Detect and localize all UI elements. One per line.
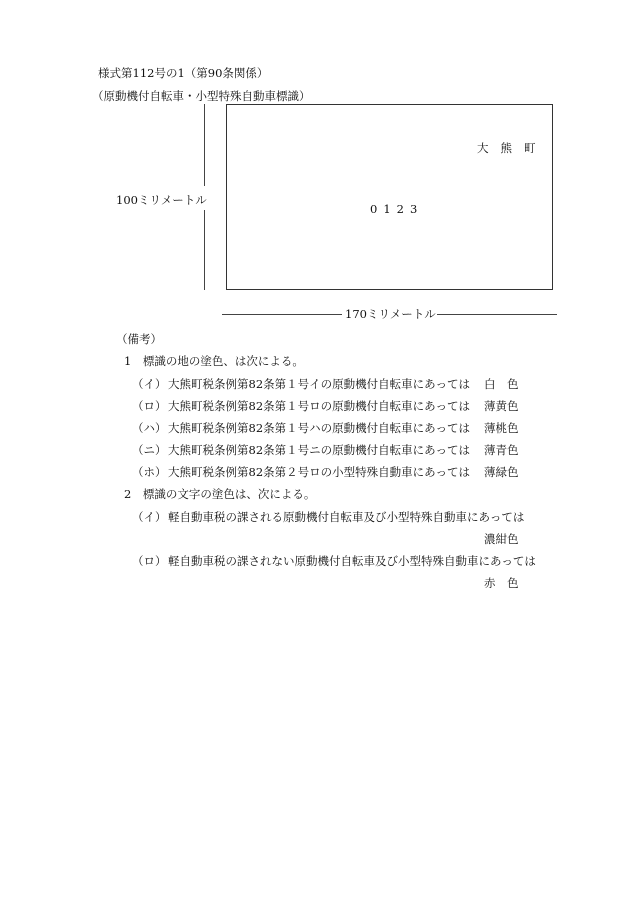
width-dimension-line-right (437, 314, 557, 315)
remarks-subitem (132, 553, 536, 569)
remarks-subitem (132, 442, 470, 458)
height-dimension-label: 100ミリメートル (116, 193, 207, 207)
subitem-marker: （ハ） (132, 421, 167, 435)
subitem-color: 赤 色 (484, 576, 519, 590)
subitem-text: 軽自動車税の課されない原動機付自転車及び小型特殊自動車にあっては (168, 554, 536, 568)
subitem-color: 薄青色 (484, 443, 519, 457)
remarks-subitem (132, 509, 524, 525)
width-dimension-label: 170ミリメートル (345, 307, 436, 321)
subitem-text: 大熊町税条例第82条第１号ニの原動機付自転車にあっては (168, 443, 471, 457)
subitem-color: 薄桃色 (484, 421, 519, 435)
subitem-marker: （ホ） (132, 465, 167, 479)
remarks-subitem (132, 376, 470, 392)
height-dimension-line-bottom (204, 210, 205, 290)
subitem-color: 濃紺色 (484, 532, 519, 546)
subitem-marker: （イ） (132, 510, 167, 524)
plate-number: 0123 (370, 202, 424, 216)
subitem-text: 大熊町税条例第82条第２号ロの小型特殊自動車にあっては (168, 465, 471, 479)
subitem-marker: （ロ） (132, 554, 167, 568)
subitem-marker: （ニ） (132, 443, 167, 457)
subitem-text: 大熊町税条例第82条第１号ハの原動機付自転車にあっては (168, 421, 471, 435)
subitem-text: 大熊町税条例第82条第１号イの原動機付自転車にあっては (168, 377, 471, 391)
form-subtitle: （原動機付自転車・小型特殊自動車標識） (92, 89, 311, 103)
width-dimension-line-left (222, 314, 342, 315)
subitem-color: 白 色 (484, 377, 519, 391)
plate-diagram (226, 104, 553, 290)
subitem-text: 軽自動車税の課される原動機付自転車及び小型特殊自動車にあっては (168, 510, 525, 524)
remarks-subitem (132, 464, 470, 480)
plate-town-name: 大熊町 (477, 141, 548, 155)
subitem-text: 大熊町税条例第82条第１号ロの原動機付自転車にあっては (168, 399, 471, 413)
subitem-marker: （イ） (132, 377, 167, 391)
subitem-color: 薄緑色 (484, 465, 519, 479)
remarks-subitem (132, 398, 470, 414)
remarks-item-1: 1 標識の地の塗色、は次による。 (124, 354, 304, 368)
subitem-marker: （ロ） (132, 399, 167, 413)
subitem-color: 薄黄色 (484, 399, 519, 413)
remarks-item-2: 2 標識の文字の塗色は、次による。 (124, 487, 316, 501)
remarks-subitem (132, 420, 470, 436)
height-dimension-line-top (204, 104, 205, 186)
form-title: 様式第112号の1（第90条関係） (98, 66, 269, 80)
remarks-heading: （備考） (116, 332, 162, 346)
